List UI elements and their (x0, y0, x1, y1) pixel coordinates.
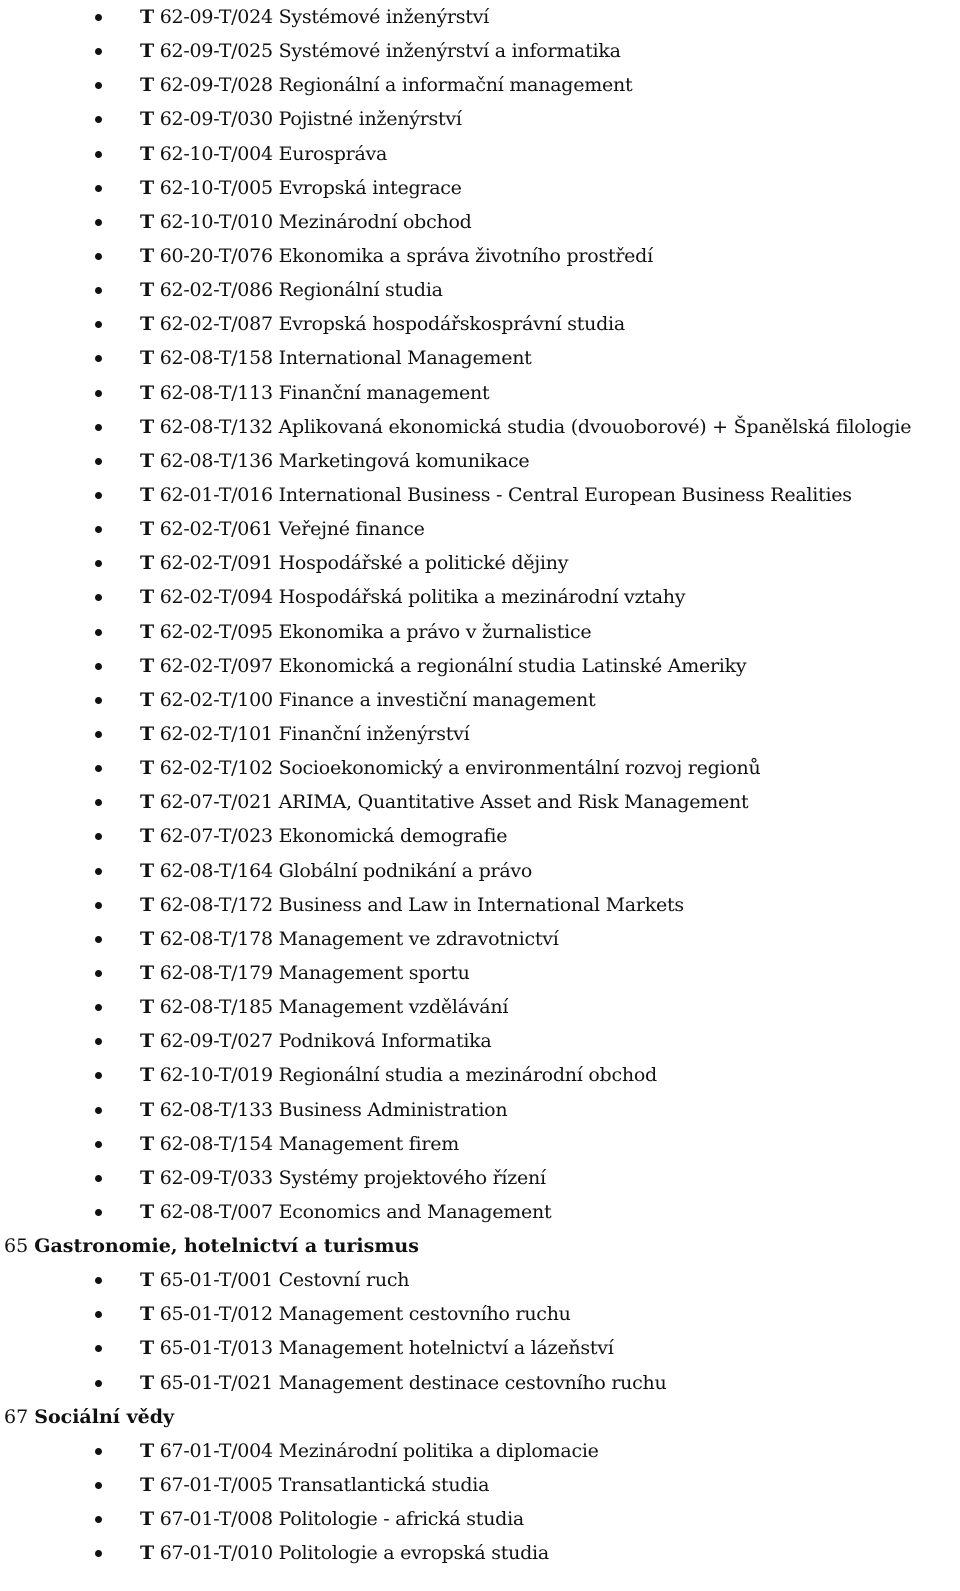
list-item-text (140, 1195, 551, 1229)
program-type-prefix: T (140, 927, 154, 950)
list-item (0, 171, 960, 205)
program-code-and-name: 67-01-T/008 Politologie - africká studia (159, 1508, 524, 1531)
list-item (0, 341, 960, 375)
list-item (0, 1536, 960, 1570)
list-item-text (140, 1434, 599, 1468)
section-heading (0, 1400, 960, 1434)
bullet-icon (95, 1072, 102, 1079)
section-heading-text (4, 1229, 419, 1263)
program-code-and-name: 62-02-T/061 Veřejné finance (159, 518, 425, 541)
list-item-text (140, 307, 625, 341)
program-code-and-name: 62-09-T/030 Pojistné inženýrství (159, 108, 462, 131)
program-type-prefix: T (140, 1337, 154, 1360)
bullet-icon (95, 1516, 102, 1523)
program-type-prefix: T (140, 1098, 154, 1121)
program-type-prefix: T (140, 1508, 154, 1531)
program-code-and-name: 62-07-T/021 ARIMA, Quantitative Asset and Risk Management (159, 791, 749, 814)
program-code-and-name: 62-02-T/094 Hospodářská politika a mezinárodní vztahy (159, 586, 686, 609)
program-type-prefix: T (140, 688, 154, 711)
program-type-prefix: T (140, 552, 154, 575)
bullet-icon (95, 424, 102, 431)
program-code-and-name: 62-02-T/100 Finance a investiční management (159, 688, 596, 711)
list-item-text (140, 854, 532, 888)
list-item (0, 410, 960, 444)
list-item (0, 205, 960, 239)
list-item (0, 239, 960, 273)
bullet-icon (95, 629, 102, 636)
program-type-prefix: T (140, 859, 154, 882)
list-item-text (140, 615, 591, 649)
list-item (0, 580, 960, 614)
list-item (0, 683, 960, 717)
program-code-and-name: 65-01-T/012 Management cestovního ruchu (159, 1303, 571, 1326)
bullet-icon (95, 185, 102, 192)
bullet-icon (95, 151, 102, 158)
list-item (0, 1434, 960, 1468)
program-code-and-name: 62-08-T/133 Business Administration (159, 1098, 508, 1121)
program-code-and-name: 65-01-T/013 Management hotelnictví a lázeňství (159, 1337, 614, 1360)
program-type-prefix: T (140, 176, 154, 199)
program-code-and-name: 60-20-T/076 Ekonomika a správa životního prostředí (159, 244, 653, 267)
program-code-and-name: 62-09-T/025 Systémové inženýrství a informatika (159, 40, 621, 63)
list-item-text (140, 1093, 507, 1127)
list-item-text (140, 34, 621, 68)
bullet-icon (95, 492, 102, 499)
program-code-and-name: 65-01-T/001 Cestovní ruch (159, 1269, 410, 1292)
list-item-text (140, 376, 489, 410)
program-type-prefix: T (140, 825, 154, 848)
list-item-text (140, 68, 632, 102)
list-item-text (140, 341, 532, 375)
bullet-icon (95, 902, 102, 909)
list-item-text (140, 512, 425, 546)
program-type-prefix: T (140, 1439, 154, 1462)
bullet-icon (95, 526, 102, 533)
bullet-icon (95, 663, 102, 670)
bullet-icon (95, 1345, 102, 1352)
program-code-and-name: 62-09-T/027 Podniková Informatika (159, 1030, 492, 1053)
bullet-icon (95, 82, 102, 89)
list-item (0, 34, 960, 68)
bullet-icon (95, 253, 102, 260)
list-item (0, 956, 960, 990)
program-type-prefix: T (140, 1132, 154, 1155)
list-item (0, 478, 960, 512)
list-item (0, 1263, 960, 1297)
list-item-text (140, 956, 470, 990)
program-code-and-name: 62-09-T/024 Systémové inženýrství (159, 6, 490, 28)
list-item (0, 1093, 960, 1127)
program-code-and-name: 62-08-T/179 Management sportu (159, 961, 470, 984)
program-code-and-name: 62-08-T/132 Aplikovaná ekonomická studia (dvouoborové) + Španělská filologie (159, 415, 912, 438)
program-type-prefix: T (140, 74, 154, 97)
section-number: 65 (4, 1235, 29, 1258)
list-item-text (140, 205, 472, 239)
bullet-icon (95, 1482, 102, 1489)
list-item-text (140, 819, 507, 853)
program-type-prefix: T (140, 210, 154, 233)
list-item (0, 1502, 960, 1536)
list-item (0, 717, 960, 751)
list-item-text (140, 580, 685, 614)
program-code-and-name: 62-08-T/158 International Management (159, 347, 532, 370)
list-item-text (140, 1366, 667, 1400)
list-item (0, 1058, 960, 1092)
list-item-text (140, 478, 852, 512)
list-item-text (140, 1263, 409, 1297)
list-item-text (140, 1502, 524, 1536)
bullet-icon (95, 116, 102, 123)
bullet-icon (95, 936, 102, 943)
list-item-text (140, 410, 911, 444)
program-code-and-name: 67-01-T/010 Politologie a evropská studia (159, 1542, 549, 1565)
program-code-and-name: 62-02-T/086 Regionální studia (159, 279, 443, 302)
program-type-prefix: T (140, 620, 154, 643)
program-code-and-name: 62-08-T/136 Marketingová komunikace (159, 449, 530, 472)
list-item-text (140, 239, 653, 273)
program-type-prefix: T (140, 108, 154, 131)
program-type-prefix: T (140, 244, 154, 267)
program-code-and-name: 62-02-T/095 Ekonomika a právo v žurnalistice (159, 620, 592, 643)
bullet-icon (95, 1038, 102, 1045)
program-type-prefix: T (140, 483, 154, 506)
list-item (0, 1468, 960, 1502)
list-item (0, 990, 960, 1024)
bullet-icon (95, 458, 102, 465)
list-item (0, 1331, 960, 1365)
program-code-and-name: 67-01-T/005 Transatlantická studia (159, 1474, 490, 1497)
bullet-icon (95, 1107, 102, 1114)
bullet-icon (95, 1209, 102, 1216)
list-item-text (140, 1468, 489, 1502)
list-item-text (140, 1297, 571, 1331)
program-code-and-name: 65-01-T/021 Management destinace cestovního ruchu (159, 1371, 667, 1394)
bullet-icon (95, 765, 102, 772)
bullet-icon (95, 799, 102, 806)
bullet-icon (95, 14, 102, 21)
program-type-prefix: T (140, 791, 154, 814)
list-item (0, 376, 960, 410)
list-item-text (140, 1161, 546, 1195)
list-item (0, 615, 960, 649)
program-code-and-name: 62-08-T/185 Management vzdělávání (159, 996, 509, 1019)
bullet-icon (95, 970, 102, 977)
program-code-and-name: 62-08-T/154 Management firem (159, 1132, 459, 1155)
program-type-prefix: T (140, 1030, 154, 1053)
program-code-and-name: 67-01-T/004 Mezinárodní politika a diplomacie (159, 1439, 599, 1462)
list-item-text (140, 922, 559, 956)
list-item (0, 922, 960, 956)
program-code-and-name: 62-08-T/007 Economics and Management (159, 1200, 552, 1223)
program-type-prefix: T (140, 654, 154, 677)
list-item (0, 888, 960, 922)
program-type-prefix: T (140, 1371, 154, 1394)
program-code-and-name: 62-02-T/097 Ekonomická a regionální studia Latinské Ameriky (159, 654, 747, 677)
section-title: Gastronomie, hotelnictví a turismus (34, 1235, 419, 1258)
list-item (0, 444, 960, 478)
list-item-text (140, 1536, 549, 1570)
program-type-prefix: T (140, 313, 154, 336)
list-item (0, 1161, 960, 1195)
list-item-text (140, 717, 469, 751)
program-code-and-name: 62-08-T/164 Globální podnikání a právo (159, 859, 533, 882)
bullet-icon (95, 287, 102, 294)
list-item (0, 1127, 960, 1161)
program-type-prefix: T (140, 40, 154, 63)
bullet-icon (95, 1380, 102, 1387)
program-code-and-name: 62-10-T/005 Evropská integrace (159, 176, 462, 199)
list-item-text (140, 888, 684, 922)
program-type-prefix: T (140, 1269, 154, 1292)
list-item-text (140, 102, 462, 136)
list-item-text (140, 990, 508, 1024)
program-type-prefix: T (140, 518, 154, 541)
program-code-and-name: 62-10-T/010 Mezinárodní obchod (159, 210, 472, 233)
program-code-and-name: 62-01-T/016 International Business - Central European Business Realities (159, 483, 852, 506)
program-type-prefix: T (140, 961, 154, 984)
bullet-icon (95, 1448, 102, 1455)
program-type-prefix: T (140, 279, 154, 302)
program-code-and-name: 62-08-T/172 Business and Law in International Markets (159, 893, 684, 916)
list-item (0, 102, 960, 136)
list-item-text (140, 1024, 492, 1058)
list-item (0, 1024, 960, 1058)
program-type-prefix: T (140, 415, 154, 438)
list-item (0, 512, 960, 546)
program-code-and-name: 62-07-T/023 Ekonomická demografie (159, 825, 508, 848)
list-item-text (140, 444, 529, 478)
list-item-text (140, 137, 387, 171)
program-code-and-name: 62-10-T/004 Eurospráva (159, 142, 388, 165)
list-item-text (140, 171, 462, 205)
program-type-prefix: T (140, 1200, 154, 1223)
bullet-icon (95, 219, 102, 226)
program-code-and-name: 62-02-T/102 Socioekonomický a environmentální rozvoj regionů (159, 757, 761, 780)
program-type-prefix: T (140, 893, 154, 916)
bullet-icon (95, 1004, 102, 1011)
program-type-prefix: T (140, 1166, 154, 1189)
bullet-icon (95, 833, 102, 840)
list-item (0, 137, 960, 171)
list-item-text (140, 1331, 614, 1365)
program-type-prefix: T (140, 1542, 154, 1565)
list-item-text (140, 273, 443, 307)
program-type-prefix: T (140, 347, 154, 370)
bullet-icon (95, 321, 102, 328)
program-type-prefix: T (140, 1303, 154, 1326)
list-item (0, 649, 960, 683)
section-title: Sociální vědy (34, 1405, 175, 1428)
program-code-and-name: 62-02-T/091 Hospodářské a politické dějiny (159, 552, 569, 575)
list-item (0, 751, 960, 785)
bullet-icon (95, 731, 102, 738)
list-item (0, 546, 960, 580)
list-item-text (140, 785, 748, 819)
program-type-prefix: T (140, 449, 154, 472)
program-code-and-name: 62-08-T/113 Finanční management (159, 381, 490, 404)
section-number: 67 (4, 1405, 29, 1428)
list-item (0, 854, 960, 888)
program-type-prefix: T (140, 996, 154, 1019)
list-item (0, 819, 960, 853)
program-type-prefix: T (140, 722, 154, 745)
list-item (0, 1195, 960, 1229)
list-item (0, 1297, 960, 1331)
list-item-text (140, 1127, 459, 1161)
list-item (0, 307, 960, 341)
list-item-text (140, 0, 489, 34)
list-item-text (140, 683, 595, 717)
bullet-icon (95, 1277, 102, 1284)
list-item (0, 0, 960, 34)
bullet-icon (95, 1550, 102, 1557)
bullet-icon (95, 48, 102, 55)
program-type-prefix: T (140, 1064, 154, 1087)
program-type-prefix: T (140, 586, 154, 609)
program-type-prefix: T (140, 1474, 154, 1497)
program-code-and-name: 62-09-T/033 Systémy projektového řízení (159, 1166, 546, 1189)
program-type-prefix: T (140, 6, 154, 28)
program-code-and-name: 62-02-T/101 Finanční inženýrství (159, 722, 470, 745)
section-heading-text (4, 1400, 174, 1434)
program-type-prefix: T (140, 142, 154, 165)
program-type-prefix: T (140, 757, 154, 780)
bullet-icon (95, 390, 102, 397)
list-item-text (140, 546, 568, 580)
section-heading (0, 1229, 960, 1263)
bullet-icon (95, 868, 102, 875)
list-item (0, 1366, 960, 1400)
list-item (0, 785, 960, 819)
bullet-icon (95, 594, 102, 601)
list-item (0, 273, 960, 307)
program-code-and-name: 62-02-T/087 Evropská hospodářskosprávní studia (159, 313, 625, 336)
list-item-text (140, 751, 761, 785)
program-type-prefix: T (140, 381, 154, 404)
program-code-and-name: 62-10-T/019 Regionální studia a mezinárodní obchod (159, 1064, 657, 1087)
list-item (0, 68, 960, 102)
bullet-icon (95, 697, 102, 704)
list-item-text (140, 649, 746, 683)
bullet-icon (95, 560, 102, 567)
bullet-icon (95, 355, 102, 362)
bullet-icon (95, 1141, 102, 1148)
bullet-icon (95, 1175, 102, 1182)
bullet-icon (95, 1311, 102, 1318)
program-code-and-name: 62-08-T/178 Management ve zdravotnictví (159, 927, 559, 950)
list-item-text (140, 1058, 657, 1092)
program-code-and-name: 62-09-T/028 Regionální a informační management (159, 74, 633, 97)
